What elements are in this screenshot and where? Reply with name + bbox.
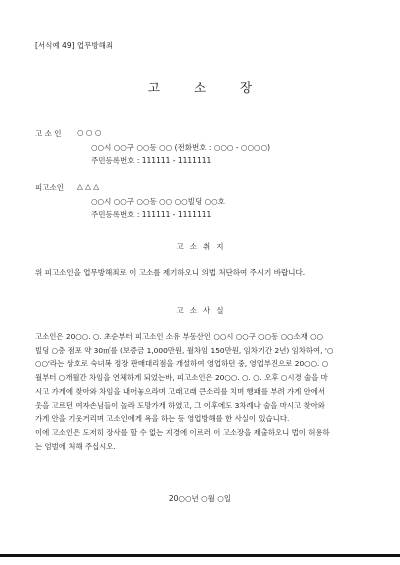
facts-line: 는 엄벌에 처해 주십시오. <box>35 441 116 451</box>
complainant-label: 고 소 인 <box>35 129 62 138</box>
defendant-label: 피고소인 <box>35 183 64 192</box>
heading-char: 소 <box>189 306 197 315</box>
document-date: 20○○년 ○월 ○일 <box>168 494 232 503</box>
title-char: 장 <box>240 80 253 95</box>
purpose-text: 위 피고소인을 업무방해죄로 이 고소를 제기하오니 의법 처단하여 주시기 바랍니다. <box>35 268 306 277</box>
facts-line: ○○'라는 상호로 숙녀복 정장 판매대리점을 개설하여 영업하던 중, 영업부진으로 20○○. ○ <box>35 359 329 369</box>
defendant-address: ○○시 ○○구 ○○동 ○○ ○○빌딩 ○○호 <box>91 197 225 206</box>
facts-line: 시고 가게에 찾아와 차임을 내어놓으라며 고래고래 큰소리를 치며 행패를 부려 가게 안에서 <box>35 386 326 396</box>
bottom-divider <box>0 554 400 557</box>
defendant-id-number: 주민등록번호 : 111111 - 1111111 <box>91 210 212 219</box>
complainant-id-number: 주민등록번호 : 111111 - 1111111 <box>91 156 212 165</box>
heading-char: 고 <box>176 242 184 251</box>
facts-line: 고소인은 20○○. ○. 초순부터 피고소인 소유 부동산인 ○○시 ○○구 ○○동 ○○소재 ○○ <box>35 332 323 341</box>
facts-body <box>35 330 367 453</box>
title-char: 고 <box>147 80 160 95</box>
heading-char: 사 <box>203 306 211 315</box>
complainant-address: ○○시 ○○구 ○○동 ○○ (전화번호 : ○○○ - ○○○○) <box>91 143 271 152</box>
facts-line: 이에 고소인은 도저히 장사를 할 수 없는 지경에 이르러 이 고소장을 제출하오니 법이 허용하 <box>35 427 330 437</box>
facts-line: 빌딩 ○층 점포 약 30㎡를 (보증금 1,000만원, 월차임 150만원, 임차기간 2년) 임차하여, '○ <box>35 345 334 355</box>
complainant-name: ○ ○ ○ <box>77 128 102 137</box>
form-number: [서식예 49] 업무방해죄 <box>35 41 114 50</box>
title-char: 소 <box>193 80 207 95</box>
facts-line: 가게 안을 기웃거리며 고소인에게 욕을 하는 등 영업방해를 한 사실이 있습니다. <box>35 414 290 424</box>
facts-line: 옷을 고르던 여자손님들이 놀라 도망가게 하였고, 그 이후에도 3차례나 술을 마시고 찾아와 <box>35 400 325 410</box>
heading-char: 고 <box>176 306 184 315</box>
purpose-heading <box>0 241 400 252</box>
document-title <box>0 78 400 96</box>
facts-line: 월부터 ○개월간 차임을 연체하게 되었는바, 피고소인은 20○○. ○. ○. 오후 ○시경 술을 마 <box>35 373 328 383</box>
heading-char: 소 <box>189 242 197 251</box>
defendant-name: △ △ △ <box>77 182 100 191</box>
heading-char: 취 <box>203 242 211 251</box>
heading-char: 지 <box>216 242 224 251</box>
facts-heading <box>0 305 400 316</box>
heading-char: 실 <box>216 306 224 315</box>
